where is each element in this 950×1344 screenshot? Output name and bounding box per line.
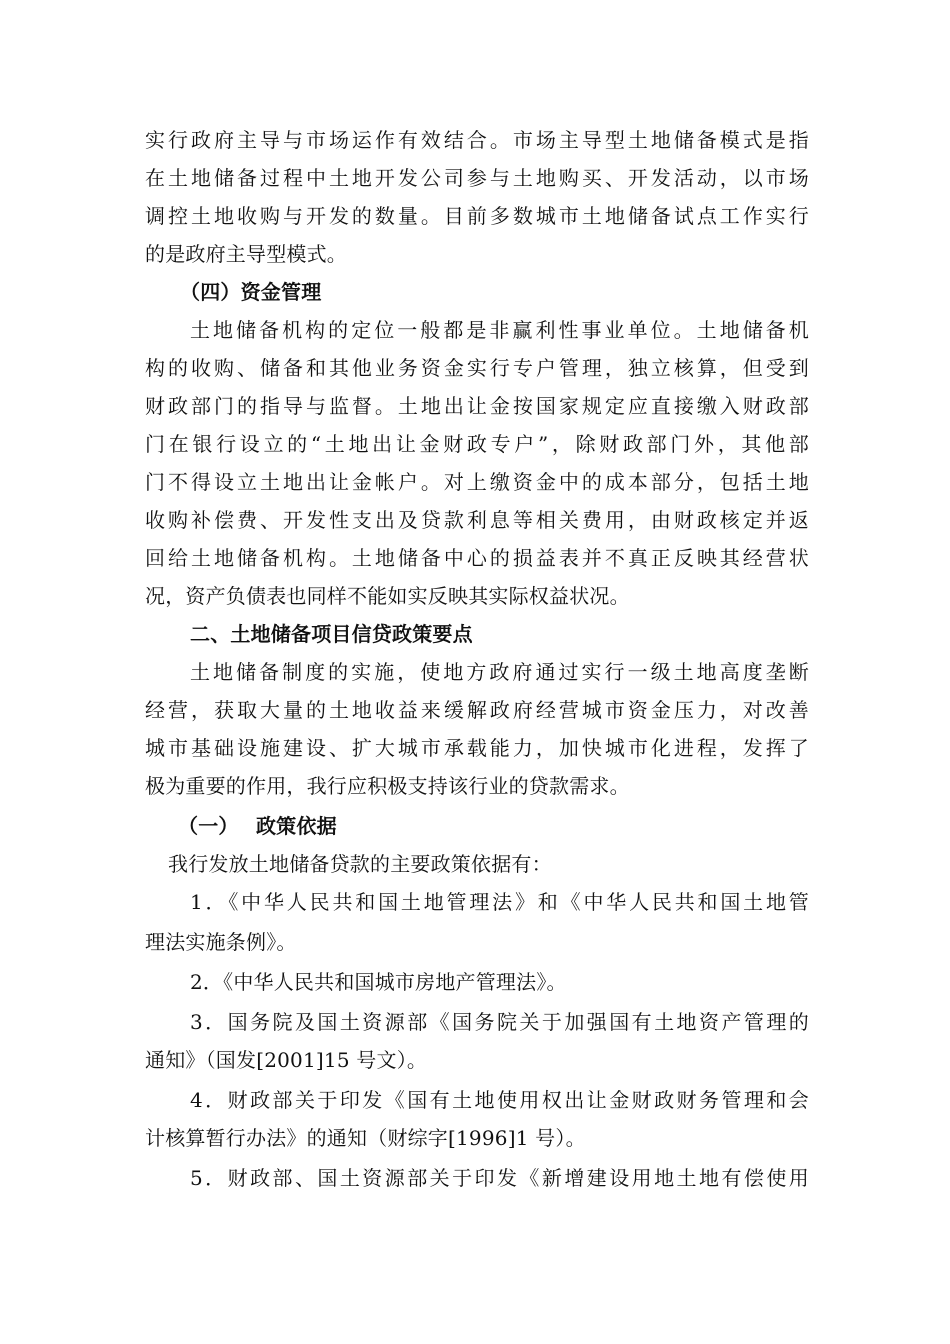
- text-line: 计核算暂行办法》的通知（财综字[1996]1 号）。: [145, 1126, 586, 1150]
- text-line: 的是政府主导型模式。: [145, 242, 347, 266]
- section-heading: 二、土地储备项目信贷政策要点: [190, 622, 473, 646]
- text-line: 极为重要的作用，我行应积极支持该行业的贷款需求。: [145, 774, 630, 798]
- text-line: 调控土地收购与开发的数量。目前多数城市土地储备试点工作实行: [145, 204, 809, 228]
- text-line: 我行发放土地储备贷款的主要政策依据有：: [168, 852, 552, 876]
- text-line: 回给土地储备机构。土地储备中心的损益表并不真正反映其经营状: [145, 546, 809, 570]
- text-line: 在土地储备过程中土地开发公司参与土地购买、开发活动，以市场: [145, 166, 809, 190]
- list-item: 5．财政部、国土资源部关于印发《新增建设用地土地有偿使用: [190, 1166, 809, 1190]
- text-line: 通知》（国发[2001]15 号文）。: [145, 1048, 428, 1072]
- list-item: 2．《中华人民共和国城市房地产管理法》。: [190, 970, 567, 994]
- text-line: 城市基础设施建设、扩大城市承载能力，加快城市化进程，发挥了: [145, 736, 809, 760]
- text-line: 实行政府主导与市场运作有效结合。市场主导型土地储备模式是指: [145, 128, 809, 152]
- text-line: 财政部门的指导与监督。土地出让金按国家规定应直接缴入财政部: [145, 394, 809, 418]
- text-line: 门在银行设立的“土地出让金财政专户”，除财政部门外，其他部: [145, 432, 809, 456]
- list-item: 3．国务院及国土资源部《国务院关于加强国有土地资产管理的: [190, 1010, 809, 1034]
- subsection-heading: （一） 政策依据: [178, 814, 337, 838]
- text-line: 况，资产负债表也同样不能如实反映其实际权益状况。: [145, 584, 630, 608]
- text-line: 构的收购、储备和其他业务资金实行专户管理，独立核算，但受到: [145, 356, 809, 380]
- text-line: 土地储备机构的定位一般都是非赢利性事业单位。土地储备机: [190, 318, 809, 342]
- list-item: 1．《中华人民共和国土地管理法》和《中华人民共和国土地管: [190, 890, 809, 914]
- text-line: 理法实施条例》。: [145, 930, 297, 954]
- text-line: 收购补偿费、开发性支出及贷款利息等相关费用，由财政核定并返: [145, 508, 809, 532]
- list-item: 4．财政部关于印发《国有土地使用权出让金财政财务管理和会: [190, 1088, 809, 1112]
- text-line: 土地储备制度的实施，使地方政府通过实行一级土地高度垄断: [190, 660, 809, 684]
- text-line: 门不得设立土地出让金帐户。对上缴资金中的成本部分，包括土地: [145, 470, 809, 494]
- section-heading: （四）资金管理: [180, 280, 322, 304]
- text-line: 经营，获取大量的土地收益来缓解政府经营城市资金压力，对改善: [145, 698, 809, 722]
